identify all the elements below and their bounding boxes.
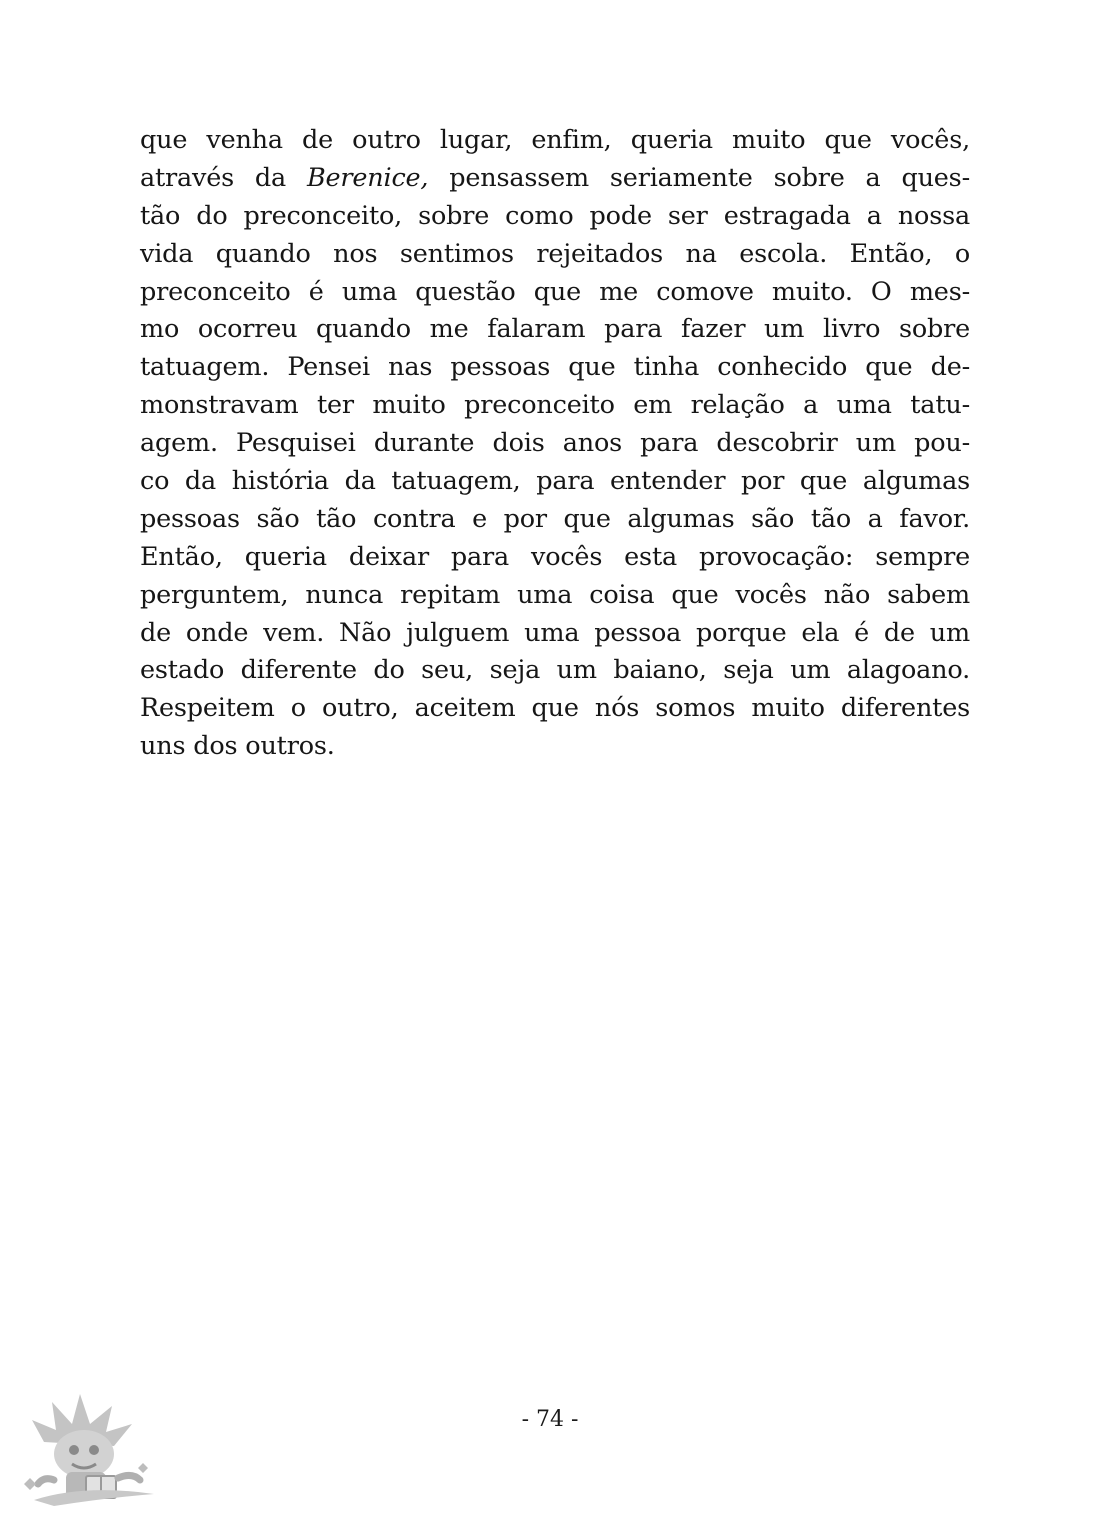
text-line: co da história da tatuagem, para entender por que algumas (140, 466, 970, 497)
text-line: Respeitem o outro, aceitem que nós somos muito diferentes (140, 693, 970, 724)
text-line (140, 160, 970, 198)
book-title-italic: Berenice, (306, 162, 429, 193)
text-line: agem. Pesquisei durante dois anos para descobrir um pou- (140, 428, 970, 459)
text-line: perguntem, nunca repitam uma coisa que vocês não sabem (140, 579, 970, 610)
text-line: monstravam ter muito preconceito em relação a uma tatu- (140, 390, 970, 421)
cartoon-character-logo-icon (14, 1380, 164, 1508)
text-line: estado diferente do seu, seja um baiano, seja um alagoano. (140, 655, 970, 686)
text-fragment: através da (140, 162, 307, 193)
text-line: mo ocorreu quando me falaram para fazer um livro sobre (140, 314, 970, 345)
body-text (140, 122, 970, 766)
text-fragment: pensassem seriamente sobre a ques- (428, 162, 970, 193)
text-line: tão do preconceito, sobre como pode ser estragada a nossa (140, 200, 970, 231)
text-line: de onde vem. Não julguem uma pessoa porque ela é de um (140, 617, 970, 648)
page-number: - 74 - (521, 1407, 579, 1432)
text-line: tatuagem. Pensei nas pessoas que tinha conhecido que de- (140, 352, 970, 383)
text-line: pessoas são tão contra e por que algumas são tão a favor. (140, 503, 970, 534)
text-line: vida quando nos sentimos rejeitados na escola. Então, o (140, 238, 970, 269)
text-line: que venha de outro lugar, enfim, queria muito que vocês, (140, 125, 970, 155)
text-line: Então, queria deixar para vocês esta provocação: sempre (140, 541, 970, 572)
text-line: preconceito é uma questão que me comove muito. O mes- (140, 276, 970, 307)
text-line: uns dos outros. (140, 731, 335, 762)
